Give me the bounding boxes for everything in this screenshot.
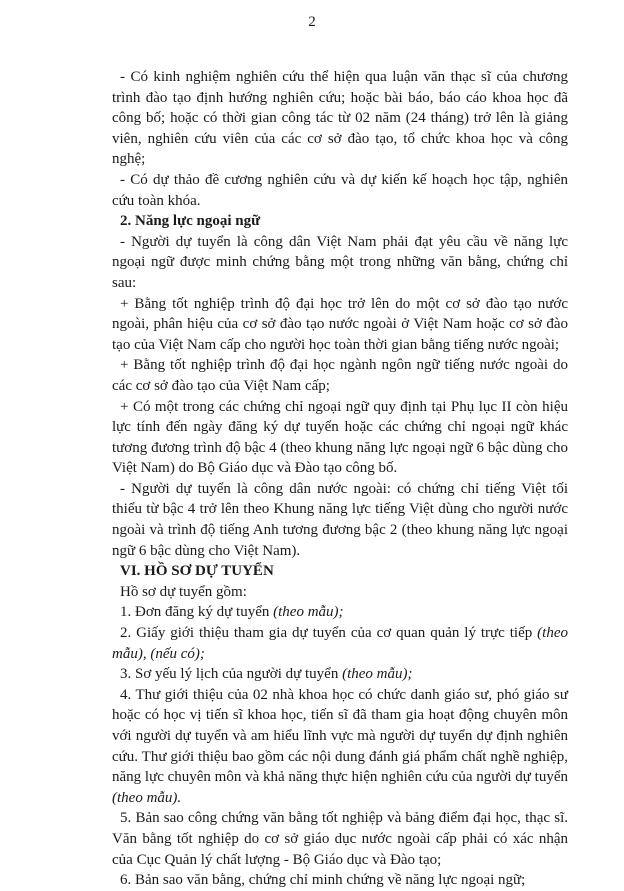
page-number: 2: [308, 14, 316, 30]
list-item-note: (theo mẫu).: [112, 789, 182, 806]
paragraph-research-proposal: - Có dự thảo đề cương nghiên cứu và dự kiến kế hoạch học tập, nghiên cứu toàn khóa.: [112, 171, 568, 209]
list-item-note: (theo mẫu), (nếu có);: [112, 625, 568, 662]
list-item-note: (theo mẫu);: [342, 666, 413, 683]
paragraph-research-experience: - Có kinh nghiệm nghiên cứu thể hiện qua luận văn thạc sĩ của chương trình đào tạo định hướng nghiên cứu; hoặc bài báo, báo cáo khoa học đã công bố; hoặc có thời gian công tác từ 02 năm (24 tháng) trở lên là giảng viên, nghiên cứu viên của các cơ sở đào tạo, tổ chức khoa học và công nghệ;: [112, 69, 568, 168]
paragraph-language-major-degree: + Bằng tốt nghiệp trình độ đại học ngành ngôn ngữ tiếng nước ngoài do các cơ sở đào tạo của Việt Nam cấp;: [112, 357, 568, 394]
list-item-application-form: [112, 602, 568, 623]
section-heading-foreign-language: 2. Năng lực ngoại ngữ: [120, 213, 261, 230]
list-item-text: 2. Giấy giới thiệu tham gia dự tuyển của cơ quan quản lý trực tiếp: [120, 625, 538, 642]
paragraph-vietnamese-citizens: - Người dự tuyển là công dân Việt Nam phải đạt yêu cầu về năng lực ngoại ngữ được minh chứng bằng một trong những văn bằng, chứng chỉ sau:: [112, 233, 568, 291]
paragraph-language-certificate: + Có một trong các chứng chỉ ngoại ngữ quy định tại Phụ lục II còn hiệu lực tính đến ngày đăng ký dự tuyển hoặc các chứng chỉ ngoại ngữ khác tương đương trình độ bậc 4 (theo khung năng lực ngoại ngữ 6 bậc dùng cho Việt Nam) do Bộ Giáo dục và Đào tạo công bố.: [112, 398, 568, 477]
list-item-note: (theo mẫu);: [273, 604, 344, 621]
paragraph-foreign-citizens: - Người dự tuyển là công dân nước ngoài: có chứng chỉ tiếng Việt tối thiểu từ bậc 4 trở lên theo Khung năng lực tiếng Việt dùng cho người nước ngoài và trình độ tiếng Anh tương đương bậc 2 (theo khung năng lực ngoại ngữ 6 bậc dùng cho Việt Nam).: [112, 480, 568, 559]
paragraph-foreign-degree: + Bằng tốt nghiệp trình độ đại học trở lên do một cơ sở đào tạo nước ngoài, phân hiệu của cơ sở đào tạo nước ngoài ở Việt Nam hoặc cơ sở đào tạo của Việt Nam cấp cho người học toàn thời gian bằng tiếng nước ngoài;: [112, 295, 568, 353]
list-item-referral-letter: [112, 623, 568, 664]
list-item-recommendation-letters: [112, 685, 568, 809]
list-item-text: 4. Thư giới thiệu của 02 nhà khoa học có chức danh giáo sư, phó giáo sư hoặc có học vị tiến sĩ khoa học, tiến sĩ đã tham gia hoạt động chuyên môn với người dự tuyển và am hiểu lĩnh vực mà người dự tuyển dự định nghiên cứu. Thư giới thiệu bao gồm các nội dung đánh giá phẩm chất nghề nghiệp, năng lực chuyên môn và khả năng thực hiện nghiên cứu của người dự tuyển: [112, 686, 568, 786]
paragraph-dossier-intro: Hồ sơ dự tuyển gồm:: [120, 583, 247, 600]
list-item-text: 3. Sơ yếu lý lịch của người dự tuyển: [120, 666, 343, 683]
list-item-notarized-diplomas: 5. Bản sao công chứng văn bằng tốt nghiệp và bảng điểm đại học, thạc sĩ. Văn bằng tốt nghiệp do cơ sở giáo dục nước ngoài cấp phải có xác nhận của Cục Quản lý chất lượng - Bộ Giáo dục và Đào tạo;: [112, 810, 568, 868]
list-item-language-certificates: 6. Bản sao văn bằng, chứng chỉ minh chứng về năng lực ngoại ngữ;: [120, 872, 526, 889]
section-heading-application-dossier: VI. HỒ SƠ DỰ TUYỂN: [120, 563, 274, 580]
list-item-cv: [112, 664, 568, 685]
list-item-text: 1. Đơn đăng ký dự tuyển: [120, 604, 274, 621]
